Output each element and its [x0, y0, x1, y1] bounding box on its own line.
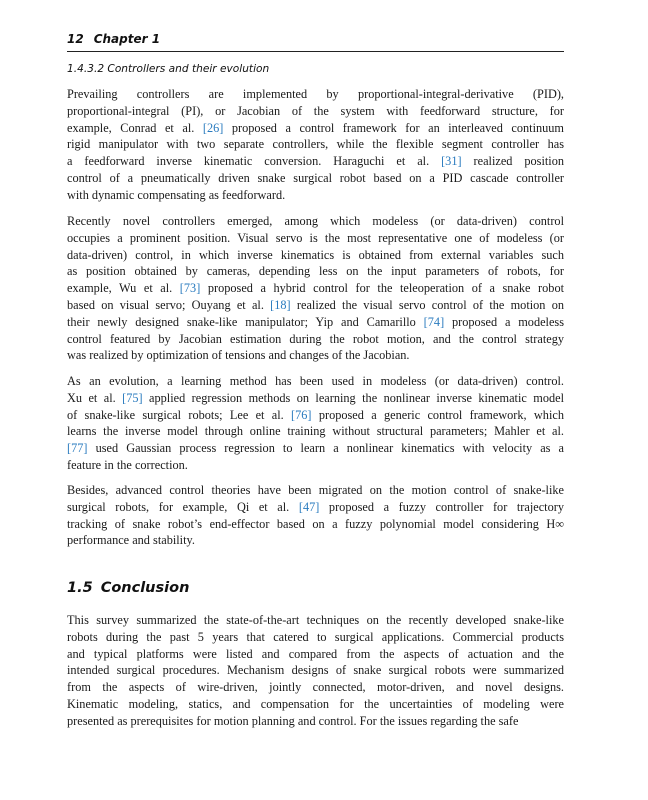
line-text: their newly designed snake-like manipulator; Yip and Camarillo	[67, 314, 424, 329]
line-text: applied regression methods on learning the nonlinear inverse kinematic model	[142, 390, 564, 405]
citation-link[interactable]: [76]	[291, 407, 312, 422]
text-line	[67, 499, 564, 516]
section-heading-conclusion	[67, 580, 564, 596]
citation-link[interactable]: [77]	[67, 441, 88, 456]
line-text: This survey summarized the state-of-the-art techniques on the recently developed snake-like	[67, 613, 564, 627]
line-text: Xu et al.	[67, 390, 123, 405]
subsection-heading: 1.4.3.2 Controllers and their evolution	[67, 63, 270, 75]
paragraph-learning-method	[67, 373, 564, 474]
line-text: proposed a hybrid control for the teleoperation of a snake robot	[200, 281, 565, 296]
line-text: with dynamic compensating as feedforward.	[67, 187, 286, 202]
line-text: performance and stability.	[67, 533, 195, 548]
line-text: proportional-integral (PI), or Jacobian of the system with feedforward structure, for	[67, 103, 564, 118]
text-line	[67, 646, 564, 663]
citation-link[interactable]: [18]	[270, 297, 291, 312]
line-text: occupies a prominent position. Visual servo is the most representative one of modeless (or	[67, 230, 564, 245]
text-line	[67, 713, 564, 730]
line-text: from the aspects of wire-driven, jointly connected, motor-driven, and novel designs.	[67, 680, 564, 695]
text-line	[67, 423, 564, 440]
citation-link[interactable]: [73]	[179, 281, 201, 296]
line-text: realized position	[461, 154, 564, 169]
line-text: proposed a generic control framework, which	[311, 407, 564, 422]
text-line	[67, 247, 564, 264]
running-head	[67, 32, 564, 52]
text-line	[67, 457, 564, 474]
text-line	[67, 103, 564, 120]
text-line	[67, 86, 564, 103]
paragraph-controllers	[67, 86, 564, 204]
chapter-label: Chapter 1	[93, 32, 161, 46]
text-line	[67, 331, 564, 348]
section-number: 1.5	[67, 580, 93, 596]
paragraph-conclusion	[67, 612, 564, 730]
text-line	[67, 390, 564, 407]
text-line	[67, 696, 564, 713]
text-line	[67, 297, 564, 314]
line-text: feature in the correction.	[67, 457, 188, 472]
citation-link[interactable]: [31]	[441, 154, 462, 169]
text-line	[67, 153, 564, 170]
text-line	[67, 314, 564, 331]
page-number: 12	[67, 32, 84, 46]
text-line	[67, 516, 564, 533]
line-text: presented as prerequisites for motion planning and control. For the issues regarding the safe	[67, 713, 519, 728]
line-text: realized the visual servo control of the motion on	[290, 297, 564, 312]
line-text: proposed a modeless	[444, 314, 565, 329]
text-line	[67, 482, 564, 499]
line-text: As an evolution, a learning method has been used in modeless (or data-driven) control.	[67, 374, 564, 388]
line-text: robots during the past 5 years that catered to surgical applications. Commercial products	[67, 629, 564, 644]
text-line	[67, 629, 564, 646]
line-text: of snake-like surgical robots; Lee et al.	[67, 407, 292, 422]
text-line	[67, 532, 564, 549]
line-text: proposed a fuzzy controller for trajectory	[319, 499, 564, 514]
line-text: intended surgical procedures. Mechanism designs of snake surgical robots were summarized	[67, 663, 564, 678]
line-text: used Gaussian process regression to learn a nonlinear kinematics with velocity as a	[87, 441, 564, 456]
citation-link[interactable]: [47]	[298, 499, 320, 514]
text-line	[67, 120, 564, 137]
text-line	[67, 662, 564, 679]
line-text: proposed a control framework for an interleaved continuum	[223, 120, 564, 135]
section-title: Conclusion	[100, 580, 190, 596]
citation-link[interactable]: [75]	[122, 390, 143, 405]
citation-link[interactable]: [74]	[423, 314, 445, 329]
line-text: example, Conrad et al.	[67, 120, 203, 135]
line-text: control featured by Jacobian estimation during the robot motion, and the control strategy	[67, 331, 564, 346]
line-text: as position obtained by cameras, depending less on the input parameters of robots, for	[67, 264, 564, 279]
text-line	[67, 170, 564, 187]
text-line	[67, 612, 564, 629]
text-line	[67, 407, 564, 424]
line-text: a feedforward inverse kinematic conversion. Haraguchi et al.	[67, 154, 442, 169]
text-line	[67, 280, 564, 297]
line-text: control of a pneumatically driven snake surgical robot based on a PID cascade controller	[67, 170, 564, 185]
line-text: Kinematic modeling, statics, and compensation for the uncertainties of modeling were	[67, 696, 564, 711]
text-line	[67, 373, 564, 390]
paragraph-advanced-control	[67, 482, 564, 549]
line-text: Besides, advanced control theories have been migrated on the motion control of snake-like	[67, 483, 564, 497]
line-text: Recently novel controllers emerged, among which modeless (or data-driven) control	[67, 214, 564, 228]
text-line	[67, 136, 564, 153]
text-line	[67, 679, 564, 696]
line-text: rigid manipulator with two separate controllers, while the flexible segment controller has	[67, 137, 564, 152]
line-text: and typical platforms were listed and compared from the aspects of actuation and the	[67, 646, 564, 661]
text-line	[67, 230, 564, 247]
line-text: was realized by optimization of tensions and changes of the Jacobian.	[67, 348, 410, 363]
line-text: learns the inverse model through online training without structural parameters; Mahler et al.	[67, 424, 564, 439]
paragraph-modeless-control	[67, 213, 564, 364]
line-text: surgical robots, for example, Qi et al.	[67, 499, 299, 514]
line-text: based on visual servo; Ouyang et al.	[67, 297, 271, 312]
text-line	[67, 187, 564, 204]
line-text: data-driven) control, in which inverse kinematics is obtained from external variables such	[67, 247, 564, 262]
line-text: Prevailing controllers are implemented by proportional-integral-derivative (PID),	[67, 87, 564, 101]
text-line	[67, 440, 564, 457]
citation-link[interactable]: [26]	[202, 120, 224, 135]
text-line	[67, 213, 564, 230]
line-text: tracking of snake robot’s end-effector based on a fuzzy polynomial model considering H∞	[67, 516, 564, 531]
line-text: example, Wu et al.	[67, 281, 180, 296]
text-line	[67, 263, 564, 280]
text-line	[67, 347, 564, 364]
